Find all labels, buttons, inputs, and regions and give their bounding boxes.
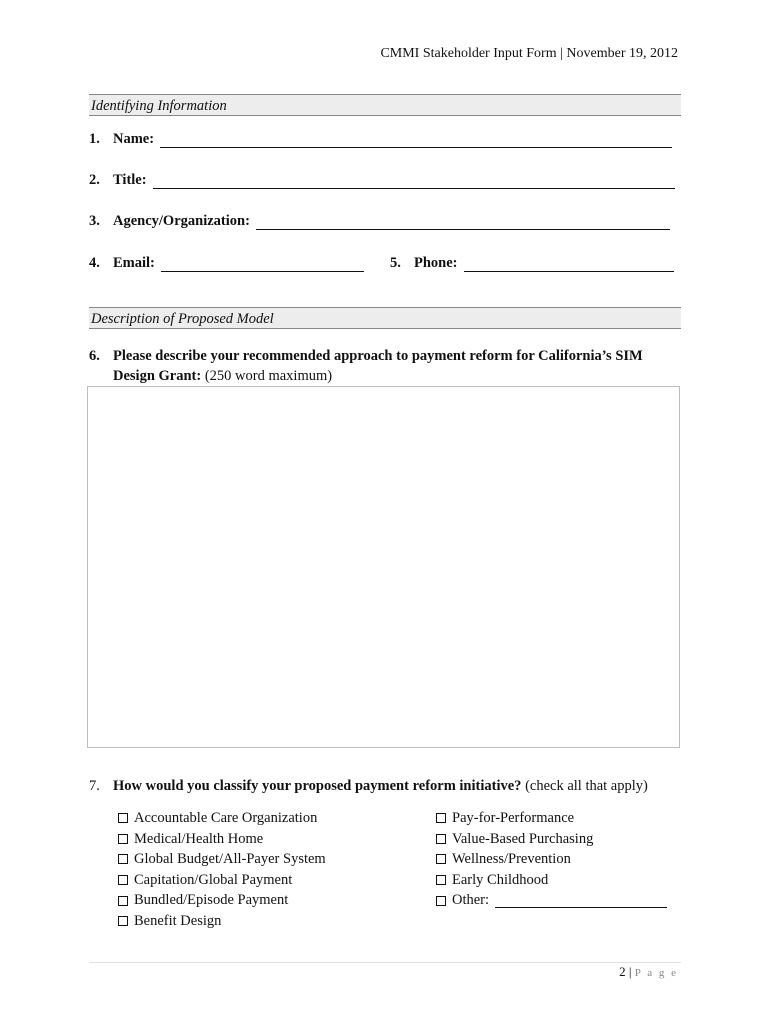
section-identifying-information: Identifying Information (89, 94, 681, 116)
title-label: Title: (113, 172, 147, 188)
phone-label: Phone: (414, 255, 458, 271)
option-accountable-care-organization[interactable] (118, 808, 326, 829)
option-label: Other: (452, 892, 490, 909)
options-right-column (436, 808, 667, 911)
option-medical-health-home[interactable] (118, 829, 326, 850)
email-field (89, 255, 364, 272)
field-number: 5. (390, 255, 401, 271)
page-header: CMMI Stakeholder Input Form | November 19, 2012 (380, 46, 678, 61)
field-number: 3. (89, 213, 100, 229)
options-left-column (118, 808, 326, 932)
checkbox-icon[interactable] (436, 896, 446, 906)
agency-input[interactable] (256, 215, 670, 230)
footer-divider (89, 962, 681, 963)
option-label: Pay-for-Performance (452, 810, 575, 826)
question-7-text: How would you classify your proposed payment reform initiative? (113, 778, 522, 794)
option-label: Wellness/Prevention (452, 851, 571, 868)
checkbox-icon[interactable] (436, 813, 446, 823)
option-pay-for-performance[interactable] (436, 808, 667, 829)
field-number: 4. (89, 255, 100, 271)
other-input[interactable] (495, 893, 667, 908)
phone-field (390, 255, 674, 272)
checkbox-icon[interactable] (436, 854, 446, 864)
checkbox-icon[interactable] (118, 896, 128, 906)
page-label: P a g e (634, 967, 678, 979)
email-label: Email: (113, 255, 155, 271)
checkbox-icon[interactable] (118, 875, 128, 885)
option-label: Benefit Design (134, 912, 222, 929)
option-label: Bundled/Episode Payment (134, 892, 289, 909)
title-field (89, 172, 675, 189)
option-wellness-prevention[interactable] (436, 849, 667, 870)
page-footer (619, 964, 678, 980)
option-early-childhood[interactable] (436, 870, 667, 891)
option-value-based-purchasing[interactable] (436, 829, 667, 850)
question-6 (89, 346, 689, 386)
option-label: Accountable Care Organization (134, 810, 318, 826)
name-label: Name: (113, 131, 155, 147)
checkbox-icon[interactable] (436, 834, 446, 844)
checkbox-icon[interactable] (118, 834, 128, 844)
option-global-budget[interactable] (118, 849, 326, 870)
name-input[interactable] (160, 133, 672, 148)
question-6-text-line2: Design Grant: (113, 368, 202, 384)
checkbox-icon[interactable] (436, 875, 446, 885)
question-6-note: (250 word maximum) (201, 368, 333, 384)
checkbox-icon[interactable] (118, 854, 128, 864)
option-label: Medical/Health Home (134, 830, 264, 847)
checkbox-icon[interactable] (118, 813, 128, 823)
option-label: Capitation/Global Payment (134, 871, 293, 888)
checkbox-icon[interactable] (118, 916, 128, 926)
option-benefit-design[interactable] (118, 911, 326, 932)
option-other[interactable] (436, 890, 667, 911)
agency-label: Agency/Organization: (113, 213, 250, 229)
field-number: 1. (89, 131, 100, 147)
name-field (89, 131, 672, 148)
question-6-text-line1: Please describe your recommended approach to payment reform for California’s SIM (113, 348, 643, 364)
footer-separator: | (625, 964, 635, 979)
option-capitation[interactable] (118, 870, 326, 891)
question-7-note: (check all that apply) (521, 778, 648, 794)
email-input[interactable] (161, 257, 364, 272)
option-label: Value-Based Purchasing (452, 830, 594, 847)
question-7 (89, 776, 689, 796)
title-input[interactable] (153, 174, 675, 189)
phone-input[interactable] (464, 257, 674, 272)
question-6-answer-textarea[interactable] (87, 386, 680, 748)
question-number: 7. (89, 778, 100, 794)
option-label: Global Budget/All-Payer System (134, 851, 326, 868)
section-description-of-proposed-model: Description of Proposed Model (89, 307, 681, 329)
agency-field (89, 213, 670, 230)
option-bundled-episode-payment[interactable] (118, 890, 326, 911)
option-label: Early Childhood (452, 871, 549, 888)
question-number: 6. (89, 348, 100, 364)
page-number: 2 (619, 964, 626, 979)
field-number: 2. (89, 172, 100, 188)
